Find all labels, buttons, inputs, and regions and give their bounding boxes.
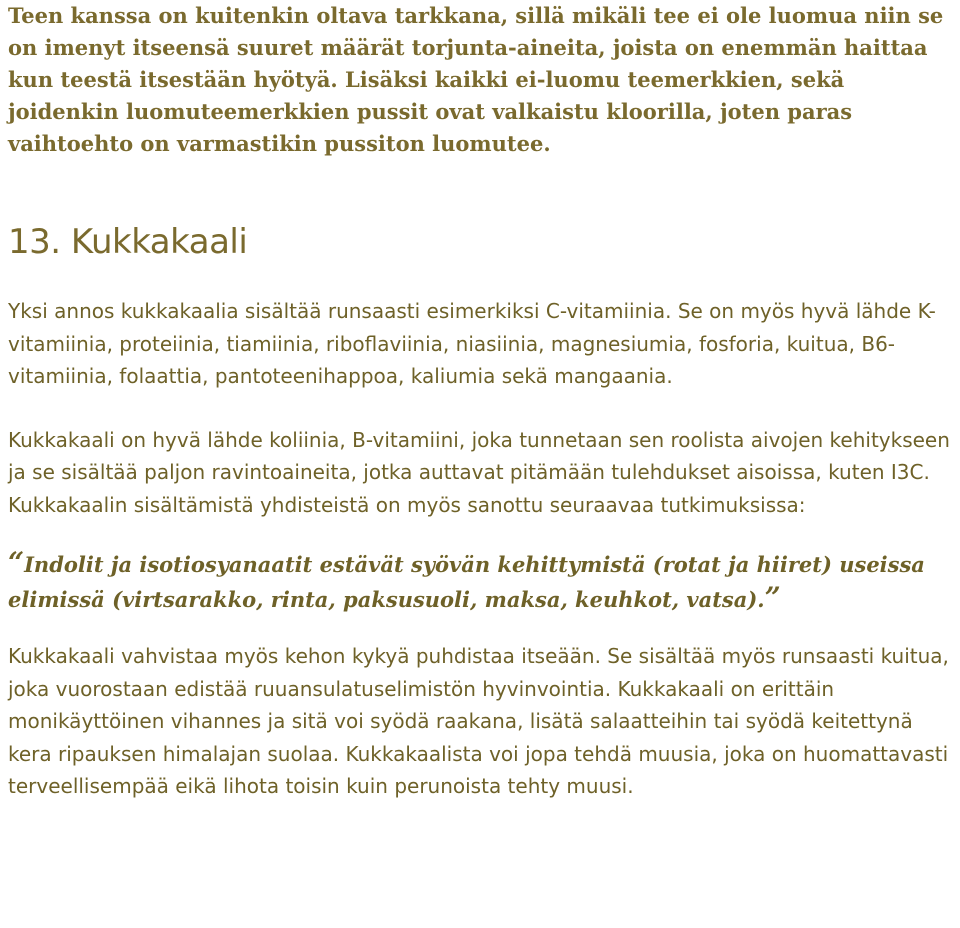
paragraph-nutrients: Yksi annos kukkakaalia sisältää runsaasti esimerkiksi C-vitamiinia. Se on myös hyvä lähde K-vitamiinia, proteiinia, tiamiinia, riboflaviinia, niasiinia, magnesiumia, fosforia, kuitua, B6-vitamiinia, folaattia, pantoteenihappoa, kaliumia sekä mangaania.	[8, 299, 936, 388]
article-body	[8, 0, 952, 803]
close-quote-mark: ”	[764, 581, 781, 614]
open-quote-mark: “	[8, 546, 25, 579]
intro-paragraph: Teen kanssa on kuitenkin oltava tarkkana, sillä mikäli tee ei ole luomua niin se on imenyt itseensä suuret määrät torjunta-aineita, joista on enemmän haittaa kun teestä itsestään hyötyä. Lisäksi kaikki ei-luomu teemerkkien, sekä joidenkin luomuteemerkkien pussit ovat valkaistu kloorilla, joten paras vaihtoehto on varmastikin pussiton luomutee.	[8, 3, 944, 156]
paragraph-usage: Kukkakaali vahvistaa myös kehon kykyä puhdistaa itseään. Se sisältää myös runsaasti kuitua, joka vuorostaan edistää ruuansulatuselimistön hyvinvointia. Kukkakaali on erittäin monikäyttöinen vihannes ja sitä voi syödä raakana, lisätä salaatteihin tai syödä keitettynä kera ripauksen himalajan suolaa. Kukkakaalista voi jopa tehdä muusia, joka on huomattavasti terveellisempää eikä lihota toisin kuin perunoista tehty muusi.	[8, 644, 949, 798]
quote-text: Indolit ja isotiosyanaatit estävät syövän kehittymistä (rotat ja hiiret) useissa elimissä (virtsarakko, rinta, paksusuoli, maksa, keuhkot, vatsa).	[8, 552, 925, 612]
paragraph-choline: Kukkakaali on hyvä lähde koliinia, B-vitamiini, joka tunnetaan sen roolista aivojen kehitykseen ja se sisältää paljon ravintoaineita, jotka auttavat pitämään tulehdukset aisoissa, kuten I3C. Kukkakaalin sisältämistä yhdisteistä on myös sanottu seuraavaa tutkimuksissa:	[8, 427, 950, 517]
research-quote	[8, 547, 952, 617]
section-heading: 13. Kukkakaali	[8, 222, 248, 262]
